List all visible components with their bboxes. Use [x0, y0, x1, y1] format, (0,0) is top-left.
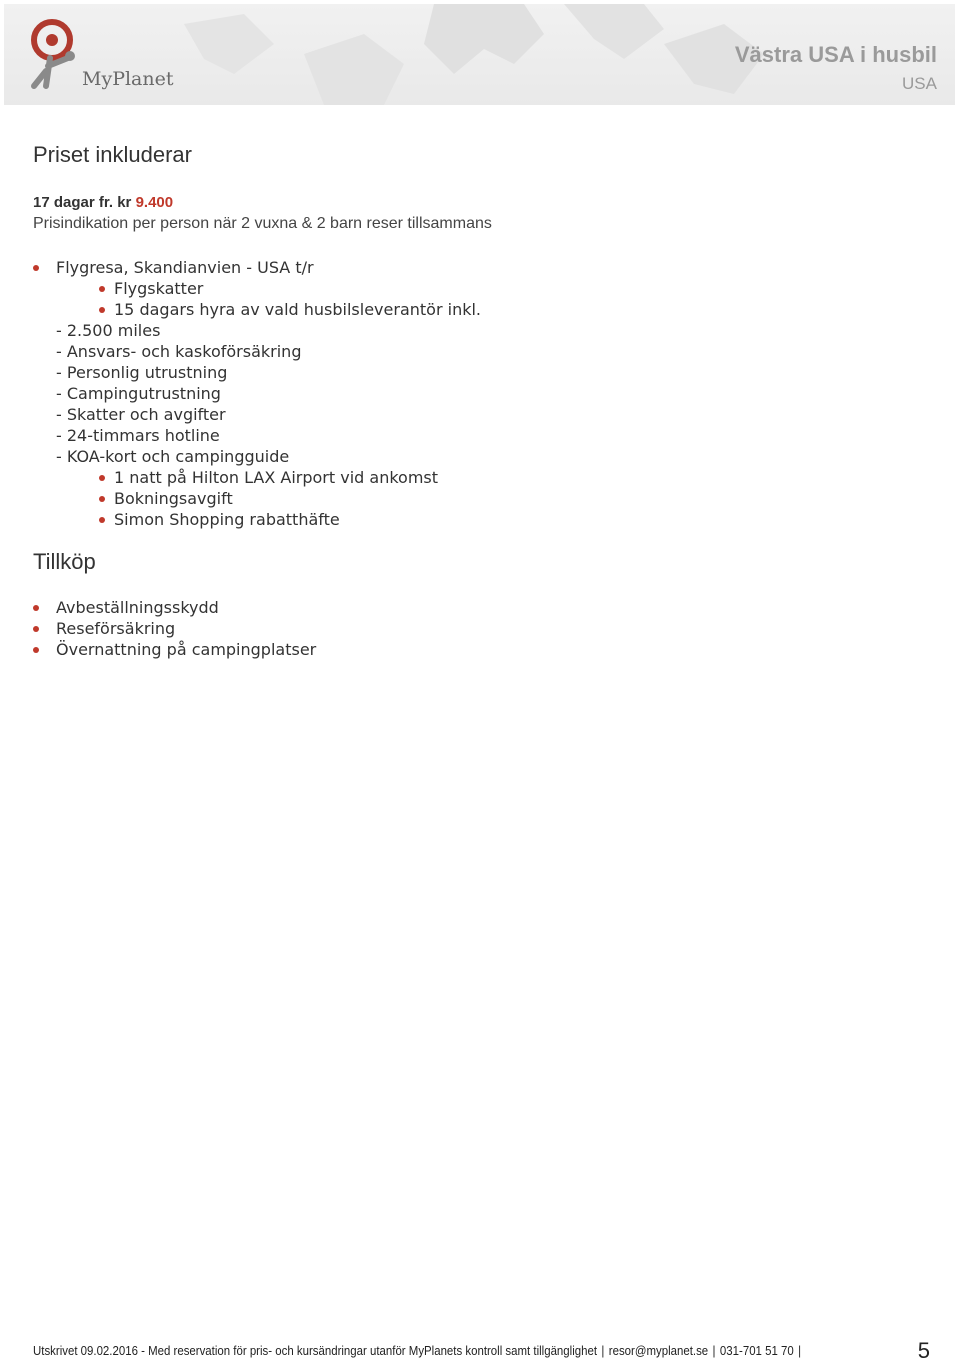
included-heading: Priset inkluderar — [33, 142, 192, 167]
page-title: Västra USA i husbil — [734, 42, 937, 67]
bullet-icon — [99, 496, 105, 502]
list-item: 15 dagars hyra av vald husbilsleverantör inkl. — [114, 300, 481, 319]
logo-text: MyPlanet — [82, 68, 174, 90]
page-header — [4, 4, 955, 105]
bullet-icon — [33, 265, 39, 271]
list-item: - KOA-kort och campingguide — [56, 447, 290, 466]
list-item: - Campingutrustning — [56, 384, 221, 403]
footer-phone: 031-701 51 70 — [719, 1343, 794, 1358]
list-item: Flygresa, Skandianvien - USA t/r — [56, 258, 314, 277]
list-item: Reseförsäkring — [56, 619, 176, 638]
bullet-icon — [99, 286, 105, 292]
list-item: - Skatter och avgifter — [56, 405, 226, 424]
price-line — [33, 194, 173, 211]
list-item: 1 natt på Hilton LAX Airport vid ankomst — [114, 468, 439, 487]
page-footer: Utskrivet 09.02.2016 - Med reservation för pris- och kursändringar utanför MyPlanets kontroll samt tillgänglighet | resor@myplanet.se | 031-701 51 70 | — [33, 1343, 802, 1358]
list-item: Flygskatter — [114, 279, 204, 298]
list-item: Simon Shopping rabatthäfte — [114, 510, 340, 529]
bullet-icon — [99, 517, 105, 523]
price-value: 9.400 — [135, 194, 174, 211]
bullet-icon — [99, 307, 105, 313]
footer-email[interactable]: resor@myplanet.se — [608, 1343, 709, 1358]
page-number: 5 — [917, 1338, 930, 1363]
price-note: Prisindikation per person när 2 vuxna & 2 barn reser tillsammans — [33, 215, 492, 232]
price-prefix: 17 dagar fr. kr — [33, 194, 136, 211]
bullet-icon — [33, 626, 39, 632]
list-item: Bokningsavgift — [114, 489, 233, 508]
addons-heading: Tillköp — [33, 549, 96, 574]
page-subtitle: USA — [902, 74, 937, 93]
list-item: - Personlig utrustning — [56, 363, 228, 382]
list-item: Övernattning på campingplatser — [56, 640, 317, 659]
bullet-icon — [99, 475, 105, 481]
bullet-icon — [33, 605, 39, 611]
footer-disclaimer: Utskrivet 09.02.2016 - Med reservation för pris- och kursändringar utanför MyPlanets kontroll samt tillgänglighet — [33, 1343, 598, 1358]
list-item: Avbeställningsskydd — [56, 598, 219, 617]
list-item: - Ansvars- och kaskoförsäkring — [56, 342, 302, 361]
list-item: - 2.500 miles — [56, 321, 161, 340]
list-item: - 24-timmars hotline — [56, 426, 220, 445]
bullet-icon — [33, 647, 39, 653]
